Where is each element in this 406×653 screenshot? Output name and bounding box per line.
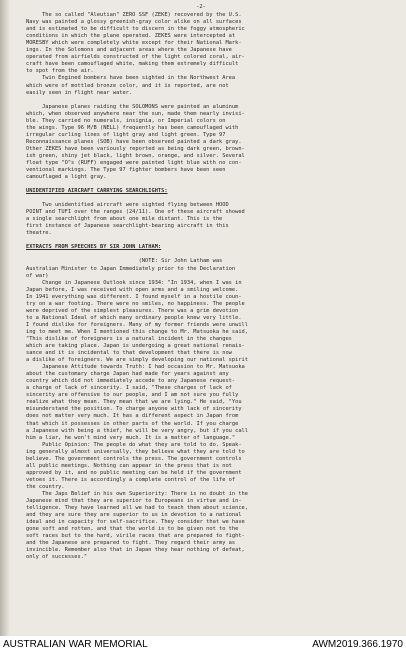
text-line: MORESBY which were completely white except for their National Mark- — [26, 40, 242, 47]
text-line: The so called "Aleutian" ZERO SSF (ZEKE) recovered by the U.S. — [26, 12, 242, 19]
text-line: vetoes it. There is accordingly a complete control of the life of — [26, 476, 236, 483]
text-line: and is estimated to be difficult to discern in the foggy atmospheric — [26, 26, 245, 33]
paragraph-gap — [26, 181, 376, 188]
text-line: ish green, shiny jet black, light brown, orange, and silver. Several — [26, 152, 245, 159]
text-line: ings. In the Solomons and adjacent areas where the Japanese have — [26, 47, 232, 54]
section-heading: UNIDENTIFIED AIRCRAFT CARRYING SEARCHLIGHTS: — [26, 188, 168, 195]
text-line: which are taking place. Japan is undergoing a great national renais- — [26, 343, 245, 350]
text-line: Change in Japanese Outlook since 1934: "In 1934, when I was in — [26, 279, 242, 286]
footer-accession-number: AWM2019.366.1970 — [312, 639, 403, 650]
text-line: operated from airfields constructed of the light colored coral, air- — [26, 54, 245, 61]
text-line: theatre. — [26, 230, 52, 237]
text-line: ing generally almost universally, they believe what they are told to — [26, 448, 245, 455]
text-line: Public Opinion: The people do what they are told to do. Speak- — [26, 441, 242, 448]
text-line: craft have been camouflaged white, making them extremely difficult — [26, 61, 239, 68]
text-line: that which it possesses in other parts of the world. If you charge — [26, 420, 239, 427]
text-line: ing to meet me. When I mentioned this change to Mr. Matsuoka he said, — [26, 328, 248, 335]
text-line: Australian Minister to Japan Immediately prior to the Declaration — [26, 265, 236, 272]
text-line: a dislike of foreigners. We are simply developing our national spirit — [26, 357, 248, 364]
text-line: easily seen in flight near water. — [26, 89, 133, 96]
text-line: soft races but to the hard, virile races that are prepared to fight- — [26, 533, 245, 540]
text-line: misunderstand the position. To charge anyone with lack of sincerity — [26, 406, 242, 413]
text-line: conditions in which the plane operated. ZEKES were intercepted at — [26, 33, 236, 40]
footer-institution: AUSTRALIAN WAR MEMORIAL — [3, 639, 148, 650]
text-line: and they are sure they are superior to us in devotion to a national — [26, 512, 242, 519]
text-line: sincerity are offensive to our people, and I am not sure you fully — [26, 392, 239, 399]
paragraph-gap — [26, 195, 376, 202]
text-line: only of successes." — [26, 554, 88, 561]
text-line: the wings. Type 96 M/B (NELL) frequently has been camouflaged with — [26, 124, 239, 131]
paragraph-gap — [26, 251, 376, 258]
page-number: -2- — [196, 4, 206, 10]
text-line: ble. They carried no numerals, insignia, or Imperial colors on — [26, 117, 226, 124]
text-line: the country. — [26, 483, 65, 490]
text-line: float type "O"s (RUFF) engaged were painted light blue with no con- — [26, 159, 242, 166]
text-line: Two unidentified aircraft were sighted flying between HOOD — [26, 202, 229, 209]
text-line: him a liar, he won't mind very much. It is a matter of language." — [26, 434, 236, 441]
text-line: which were of mottled bronze color, and it is reported, are not — [26, 82, 229, 89]
section-heading: EXTRACTS FROM SPEECHES BY SIR JOHN LATHAM: — [26, 244, 162, 251]
text-line: to spot from the air. — [26, 68, 94, 75]
text-line: (NOTE: Sir John Latham was — [26, 258, 223, 265]
text-line: irregular curling lines of light gray and light green. Type 97 — [26, 131, 226, 138]
text-line: telligence. They have learned all we had to teach them about science, — [26, 505, 248, 512]
text-line: about the customary charge Japan had made for years against any — [26, 371, 229, 378]
text-line: In 1941 everything was different. I found myself in a hostile coun- — [26, 293, 242, 300]
text-line: invincible. Remember also that in Japan they hear nothing of defeat, — [26, 547, 245, 554]
text-line: camouflaged a light gray. — [26, 174, 107, 181]
text-line: all public meetings. Nothing can appear in the press that is not — [26, 462, 232, 469]
binding-shadow — [0, 0, 10, 636]
text-line: Other ZEKES have been variously reported as being dark green, brown- — [26, 145, 245, 152]
text-line: Japan before, I was received with open arms and a smiling welcome. — [26, 286, 239, 293]
text-line: Japanese mind that they are superior to Europeans in virtue and in- — [26, 498, 242, 505]
text-line: of war) — [26, 272, 49, 279]
text-line: realize what they mean. They mean that we are lying." He said, "You — [26, 399, 242, 406]
text-line: first instance of Japanese searchlight-bearing aircraft in this — [26, 223, 229, 230]
text-line: The Japs Belief in his own Superiority: There is no doubt in the — [26, 491, 248, 497]
text-line: POINT and TUFI over the ranges (24/11). One of these aircraft showed — [26, 209, 245, 216]
text-line: "This dislike of foreigners is a natural incident in the changes — [26, 335, 232, 342]
text-line: try on a war footing. There were no smiles, no happiness. The people — [26, 300, 245, 307]
text-line: does not matter very much. It has a different aspect in Japan from — [26, 413, 239, 420]
text-line: a single searchlight from about one mile distant. This is the — [26, 216, 223, 223]
paragraph-gap — [26, 237, 376, 244]
document-text — [26, 4, 376, 561]
text-line: a charge of lack of sincerity. I said, "These charges of lack of — [26, 385, 232, 392]
text-line: which, when observed anywhere near the sun, made them nearly invisi- — [26, 110, 245, 117]
text-line: gone soft and rotten, and that the world is to be given not to the — [26, 526, 239, 533]
paragraph-gap — [26, 97, 376, 104]
text-line: I found dislike for foreigners. Many of my former friends were unwill — [26, 321, 248, 328]
text-line: ideal and in capacity for self-sacrifice. They consider that we have — [26, 519, 245, 526]
text-line: Japanese planes raiding the SOLOMONS were painted an aluminum — [26, 103, 239, 110]
text-line: Reconnaissance planes (SOB) have been observed painted a dark gray. — [26, 138, 242, 145]
text-line: Twin Engined bombers have been sighted in the Northwest Area — [26, 75, 236, 82]
text-line: sance and it is incidental to that development that there is now — [26, 350, 232, 357]
text-line: Navy was painted a glossy greenish-gray color alike on all surfaces — [26, 19, 242, 26]
archive-footer — [0, 636, 406, 653]
text-line: approved by it, and no public meeting can be held if the government — [26, 469, 242, 476]
text-line: ventional markings. The Type 97 fighter bombers have been seen — [26, 167, 226, 174]
text-line: believe. The government controls the press. The government controls — [26, 455, 242, 462]
text-line: were deprived of the simplest pleasures. There was a grim devotion — [26, 307, 239, 314]
text-line: a Japanese with being a thief, he will be very angry, but if you call — [26, 427, 248, 434]
paragraph-container — [26, 12, 376, 561]
text-line: and the Japanese are prepared to fight. They regard their army as — [26, 540, 236, 547]
text-line: to a National Ideal of which many ordinary people knew very little. — [26, 314, 242, 321]
text-line: Japanese Attitude towards Truth: I had occasion to Mr. Matsuoka — [26, 364, 245, 371]
text-line: country which did not immediately accede to any Japanese request- — [26, 378, 236, 385]
